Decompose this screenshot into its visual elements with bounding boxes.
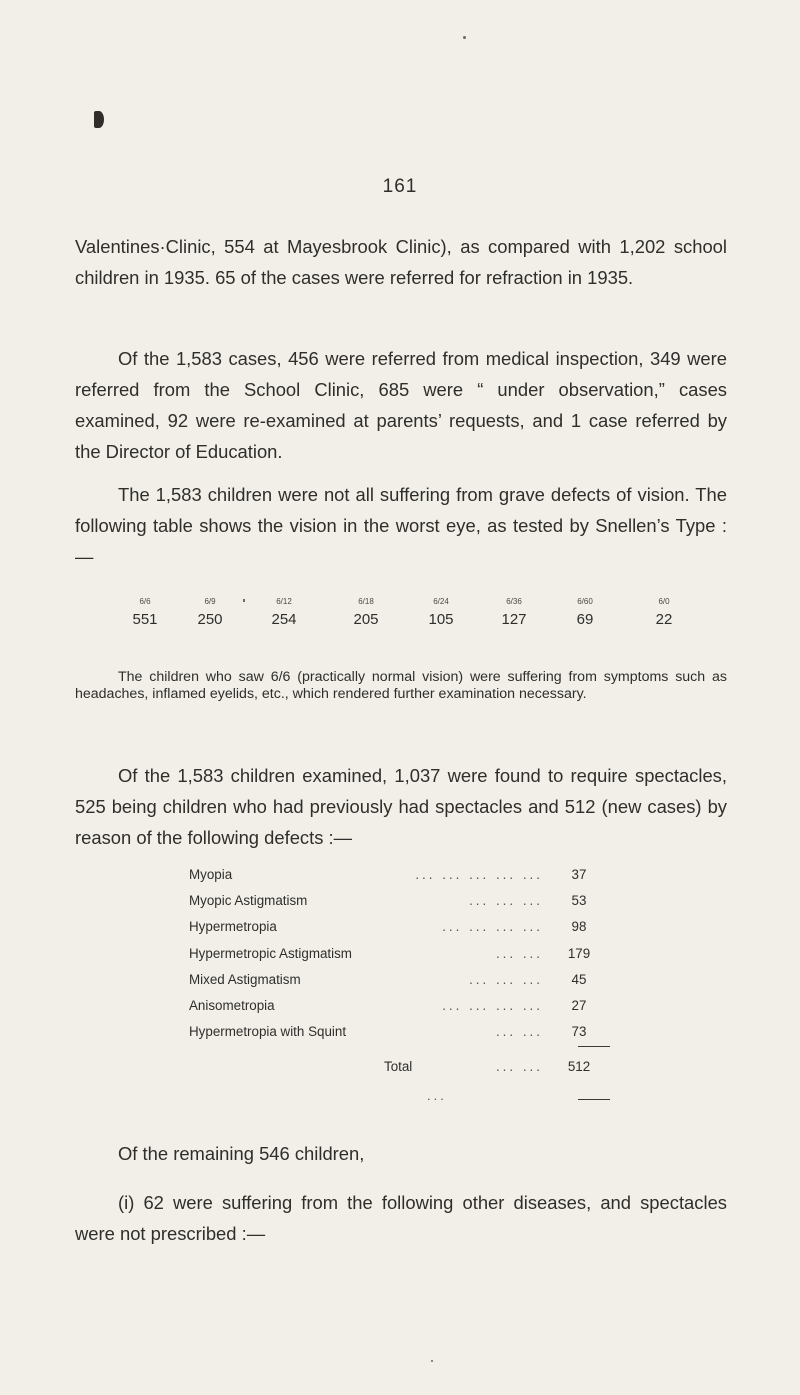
paragraph-snellen-intro: [75, 479, 727, 572]
paragraph-clinic-referrals: Valentines·Clinic, 554 at Mayesbrook Clinic), as compared with 1,202 school children in 1935. 65 of the cases were referred for refraction in 1935.: [75, 236, 727, 288]
snellen-count: 69: [576, 611, 594, 628]
paragraph-text: The 1,583 children were not all suffering from grave defects of vision. The following table shows the vision in the worst eye, as tested by Snellen’s Type :—: [75, 484, 727, 567]
snellen-column: [336, 596, 396, 631]
leader-dots: ... ... ... ...: [442, 919, 543, 935]
snellen-vision-label: 6/60: [577, 597, 593, 606]
leader-dots: ... ...: [495, 1059, 543, 1074]
snellen-vision-label: 6/24: [433, 597, 449, 606]
total-rule-top: [578, 1046, 610, 1047]
defect-count: 179: [567, 945, 591, 961]
defects-row: [189, 1019, 599, 1045]
snellen-count: 254: [271, 611, 297, 628]
leader-dots: ... ... ...: [469, 893, 543, 909]
snellen-column: [634, 596, 694, 631]
total-label: Total: [384, 1059, 413, 1074]
defect-label: Hypermetropic Astigmatism: [189, 945, 352, 961]
defect-label: Anisometropia: [189, 997, 275, 1013]
snellen-column: [484, 596, 544, 631]
total-count: 512: [567, 1059, 591, 1074]
defect-label: Hypermetropia with Squint: [189, 1024, 347, 1040]
snellen-count: 105: [428, 611, 454, 628]
footnote-text: The children who saw 6/6 (practically normal vision) were suffering from symptoms such as headaches, inflamed eyelids, etc., which rendered further examination necessary.: [75, 669, 727, 702]
defect-label: Myopia: [189, 867, 233, 882]
paragraph-text: Of the 1,583 cases, 456 were referred from medical inspection, 349 were referred from the School Clinic, 685 were “ under observation,” cases examined, 92 were re-examined at parents’ requests, and 1 case referred by the Director of Education.: [75, 348, 727, 462]
leader-dots: ... ... ... ... ...: [415, 867, 543, 882]
leader-dots: ... ... ...: [469, 971, 543, 987]
snellen-vision-label: 6/12: [276, 597, 292, 606]
defect-count: 45: [571, 971, 587, 987]
defect-count: 73: [571, 1024, 587, 1040]
defect-count: 53: [571, 893, 587, 909]
defects-row: [189, 967, 599, 993]
snellen-count: 551: [132, 611, 158, 628]
snellen-vision-label: 6/9: [204, 597, 216, 606]
snellen-column: [115, 596, 175, 631]
defects-row: [189, 888, 599, 914]
snellen-vision-label: 6/36: [506, 597, 522, 606]
snellen-count: 127: [501, 611, 527, 628]
snellen-count: 205: [353, 611, 379, 628]
paragraph-case-sources: [75, 343, 727, 467]
defects-row: [189, 914, 599, 940]
paragraph-text: Of the 1,583 children examined, 1,037 were found to require spectacles, 525 being children who had previously had spectacles and 512 (new cases) by reason of the following defects :—: [75, 765, 727, 848]
snellen-column: [254, 596, 314, 631]
defect-count: 98: [571, 919, 587, 935]
defects-row: [189, 862, 599, 888]
defect-label: Myopic Astigmatism: [189, 893, 308, 909]
snellen-count: 250: [197, 611, 223, 628]
paragraph-text: (i) 62 were suffering from the following other diseases, and spectacles were not prescribed :—: [75, 1192, 727, 1244]
defect-count: 37: [571, 867, 587, 882]
leader-dots: ...: [427, 1088, 447, 1103]
snellen-vision-label: 6/6: [139, 597, 151, 606]
snellen-column: [411, 596, 471, 631]
total-rule-bottom: [578, 1099, 610, 1100]
snellen-column: [180, 596, 240, 631]
snellen-column: [555, 596, 615, 631]
speck-mark: [431, 1360, 433, 1362]
defect-label: Mixed Astigmatism: [189, 971, 301, 987]
snellen-vision-label: 6/18: [358, 597, 374, 606]
speck-mark: [463, 36, 466, 39]
leader-dots: ... ... ... ...: [442, 997, 543, 1013]
defects-row: [189, 993, 599, 1019]
leader-dots: ... ...: [495, 945, 543, 961]
paragraph-remaining-children: [75, 1138, 727, 1169]
paragraph-text: Of the remaining 546 children,: [118, 1143, 365, 1164]
paragraph-spectacles: [75, 760, 727, 853]
snellen-vision-table: [0, 596, 800, 636]
footnote-normal-vision: [75, 669, 727, 703]
snellen-vision-label: 6/0: [658, 597, 670, 606]
defects-row: [189, 941, 599, 967]
defect-label: Hypermetropia: [189, 919, 277, 935]
page-number: 161: [382, 176, 418, 197]
binding-mark: [94, 111, 104, 128]
defects-total-row: [189, 1054, 599, 1080]
leader-dots: ... ...: [495, 1024, 543, 1040]
defects-table: [189, 862, 599, 1045]
snellen-count: 22: [655, 611, 673, 628]
paragraph-other-diseases: [75, 1187, 727, 1249]
defect-count: 27: [571, 997, 587, 1013]
